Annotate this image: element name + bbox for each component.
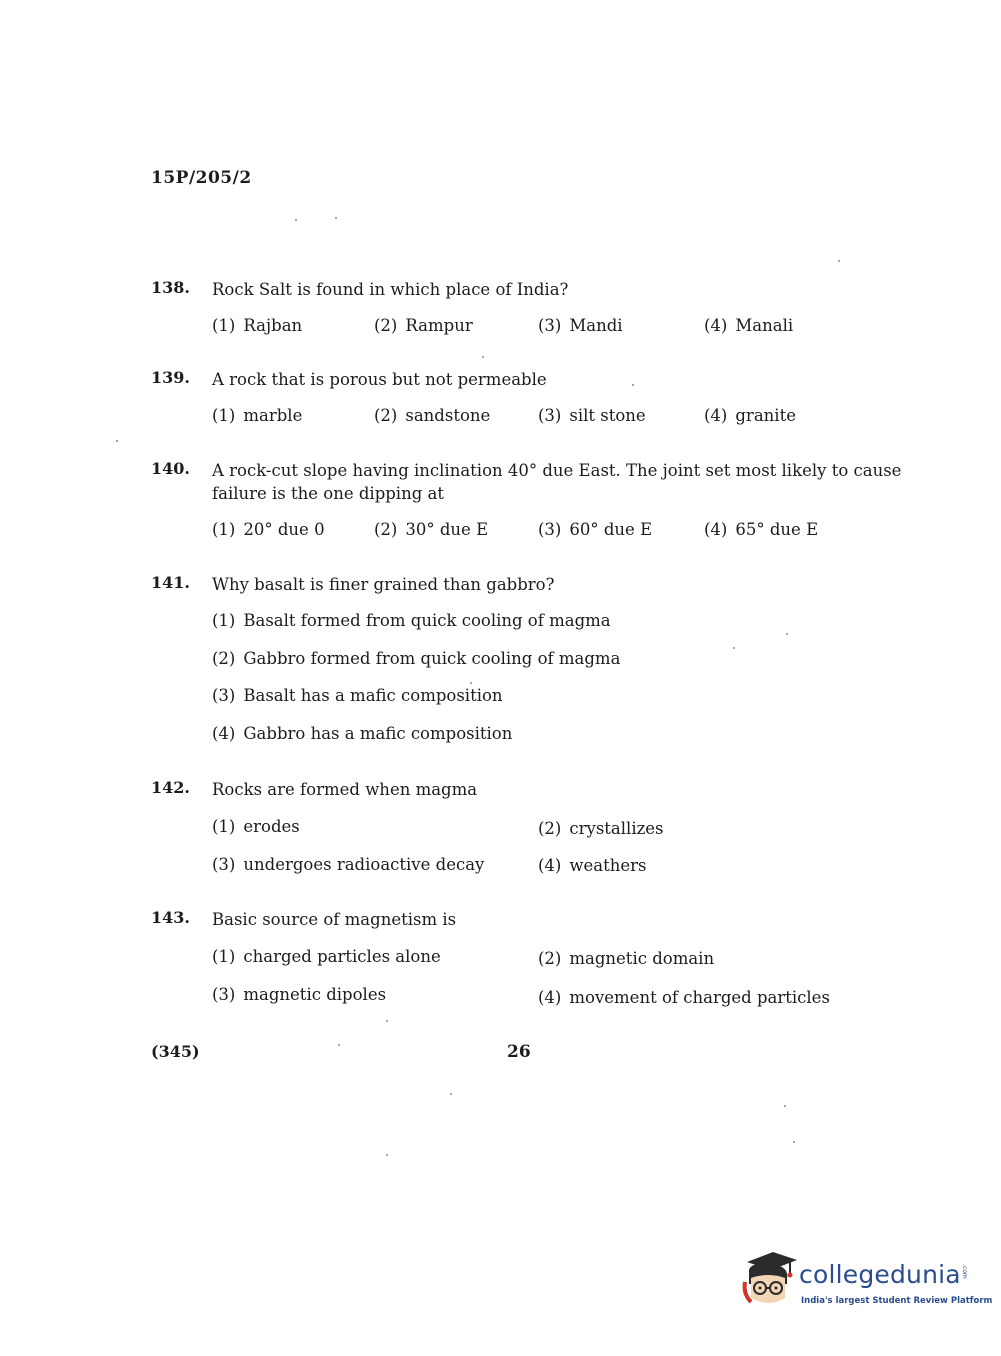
option-2: (2) Rampur [374,316,473,335]
scan-speck [632,384,634,386]
logo-tagline: India's largest Student Review Platform [801,1296,993,1306]
option-3: (3) undergoes radioactive decay [212,855,485,874]
option-4: (4) Gabbro has a mafic composition [212,724,513,743]
scan-speck [838,260,840,262]
option-1: (1) Rajban [212,316,303,335]
footer-code: (345) [151,1042,200,1061]
mascot-icon [741,1248,799,1310]
question-number: 140. [151,459,190,478]
logo-wordmark: collegedunia [799,1260,961,1289]
scan-speck [338,1044,340,1046]
option-1: (1) marble [212,406,303,425]
option-2: (2) 30° due E [374,520,489,539]
option-1: (1) 20° due 0 [212,520,325,539]
question-number: 143. [151,908,190,927]
scan-speck [335,217,337,219]
option-2: (2) sandstone [374,406,491,425]
question-number: 138. [151,278,190,297]
option-3: (3) Basalt has a mafic composition [212,686,503,705]
scan-speck [450,1093,452,1095]
question-text: Rock Salt is found in which place of India? [212,280,569,299]
scan-speck [295,219,297,221]
scan-speck [116,440,118,442]
option-2: (2) magnetic domain [538,949,715,968]
option-3: (3) Mandi [538,316,623,335]
question-number: 139. [151,368,190,387]
question-text: A rock that is porous but not permeable [212,370,547,389]
option-4: (4) 65° due E [704,520,819,539]
option-1: (1) erodes [212,817,300,836]
option-1: (1) charged particles alone [212,947,441,966]
collegedunia-logo[interactable] [741,1248,993,1318]
scan-speck [786,633,788,635]
question-text: A rock-cut slope having inclination 40° due East. The joint set most likely to cause failure is the one dipping at [212,461,902,503]
option-2: (2) crystallizes [538,819,664,838]
option-4: (4) weathers [538,856,647,875]
scan-speck [470,682,472,684]
question-text: Why basalt is finer grained than gabbro? [212,575,555,594]
scan-speck [793,1141,795,1143]
question-number: 141. [151,573,190,592]
page-number: 26 [507,1042,531,1062]
option-3: (3) magnetic dipoles [212,985,387,1004]
scan-speck [482,356,484,358]
scan-speck [386,1020,388,1022]
option-3: (3) 60° due E [538,520,653,539]
option-1: (1) Basalt formed from quick cooling of magma [212,611,611,630]
option-4: (4) Manali [704,316,794,335]
logo-domain: .com [961,1264,968,1279]
paper-code: 15P/205/2 [151,168,252,188]
scan-speck [386,1154,388,1156]
option-4: (4) movement of charged particles [538,988,830,1007]
question-number: 142. [151,778,190,797]
option-3: (3) silt stone [538,406,646,425]
question-text: Basic source of magnetism is [212,910,457,929]
scan-speck [733,647,735,649]
scan-speck [784,1105,786,1107]
option-2: (2) Gabbro formed from quick cooling of magma [212,649,621,668]
option-4: (4) granite [704,406,796,425]
question-text: Rocks are formed when magma [212,780,478,799]
